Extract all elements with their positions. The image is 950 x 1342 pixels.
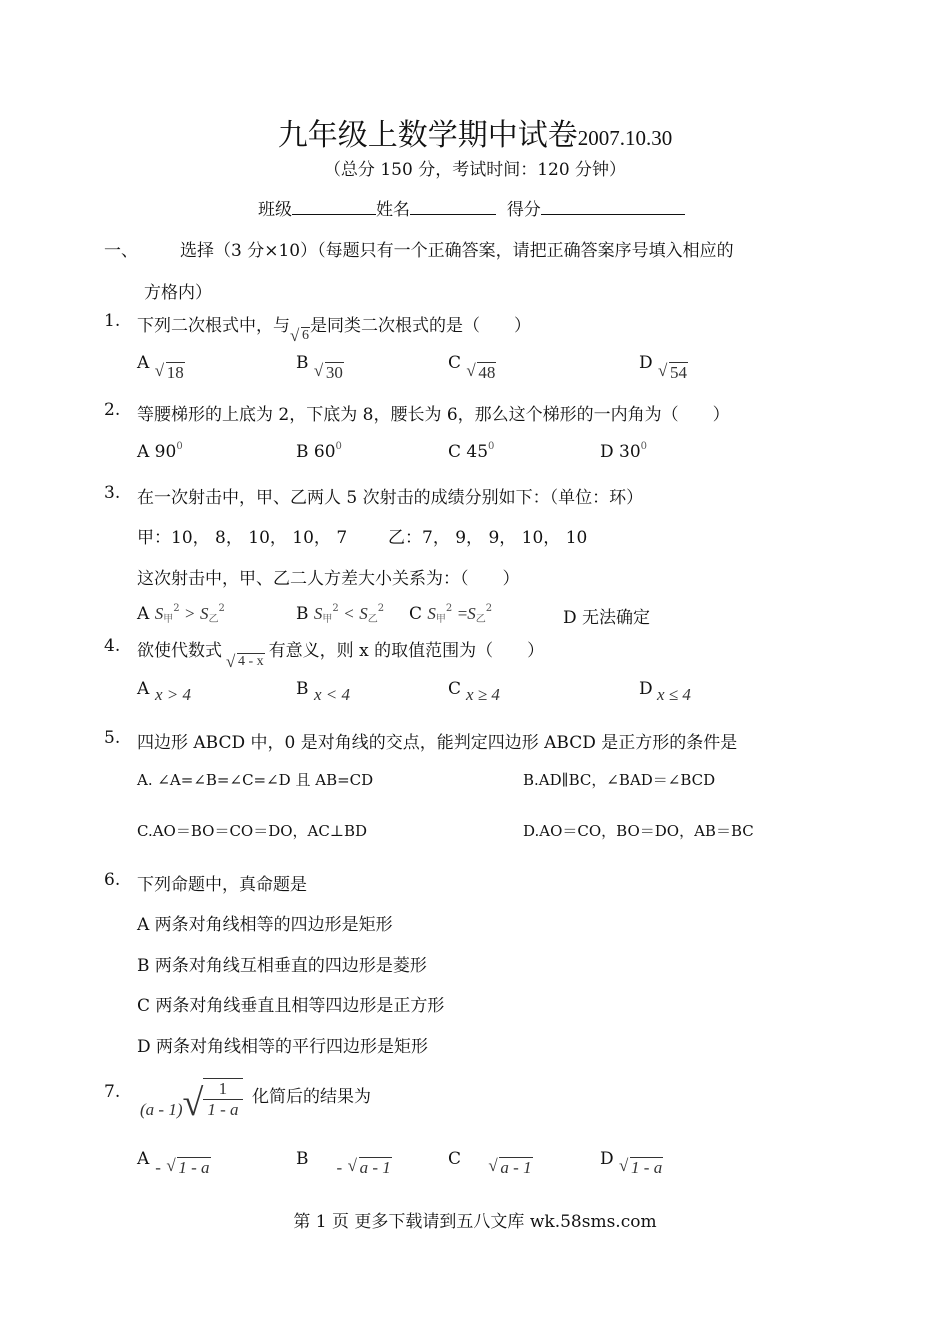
title-text: 九年级上数学期中试卷 — [277, 118, 578, 153]
q7-option-d[interactable]: D √ 1 - a — [600, 1149, 663, 1178]
q7-stem: 化简后的结果为 — [252, 1087, 371, 1107]
section-instructions-cont: 方格内） — [144, 283, 212, 303]
q5-option-b[interactable]: B.AD∥BC，∠BAD＝∠BCD — [523, 771, 716, 789]
q1-option-b[interactable]: B √ 30 — [296, 353, 344, 383]
q4-option-d[interactable]: D x ≤ 4 — [639, 679, 691, 704]
q3-question: 这次射击中，甲、乙二人方差大小关系为：（ ） — [137, 569, 520, 589]
q3-option-b[interactable]: B $S_甲^2 < S_乙^2$ — [296, 603, 385, 625]
q6-option-b[interactable]: B 两条对角线互相垂直的四边形是菱形 — [137, 956, 427, 976]
q1-radical: √ 6 — [290, 328, 310, 344]
q7-expression: (a - 1)√ $\frac{1}{1 - a}$ — [140, 1082, 243, 1132]
score-blank[interactable] — [541, 200, 685, 215]
q2-option-c[interactable]: C $45^0$ — [448, 441, 495, 462]
q2-option-b[interactable]: B $60^0$ — [296, 441, 342, 462]
score-label: 得分 — [506, 200, 541, 220]
name-label: 姓名 — [376, 200, 410, 220]
name-blank[interactable] — [410, 200, 496, 215]
q7-option-a[interactable]: A - √ 1 - a — [137, 1149, 211, 1178]
q3-stem: 在一次射击中，甲、乙两人 5 次射击的成绩分别如下：（单位：环） — [137, 488, 644, 508]
q5-option-a[interactable]: A. ∠A=∠B=∠C=∠D 且 AB=CD — [137, 771, 374, 789]
exam-subtitle: （总分 150 分，考试时间：120 分钟） — [323, 160, 627, 180]
title-date: 2007.10.30 — [577, 126, 673, 150]
q4-option-a[interactable]: A x > 4 — [137, 679, 192, 704]
q5-option-c[interactable]: C.AO＝BO＝CO＝DO，AC⊥BD — [137, 822, 368, 840]
q5-stem: 四边形 ABCD 中，0 是对角线的交点，能判定四边形 ABCD 是正方形的条件是 — [137, 733, 738, 753]
q5-number: 5. — [104, 728, 121, 748]
section-number: 一、 — [104, 241, 138, 261]
q3-option-a[interactable]: A $S_甲^2 > S_乙^2$ — [137, 603, 225, 625]
q2-number: 2. — [104, 400, 121, 420]
q1-option-c[interactable]: C √ 48 — [448, 353, 496, 383]
class-blank[interactable] — [292, 200, 376, 215]
q7-option-c[interactable]: C √ a - 1 — [448, 1149, 533, 1178]
student-info-line — [258, 195, 685, 220]
q4-number: 4. — [104, 636, 121, 656]
q1-stem — [137, 311, 531, 344]
q1-stem-pre: 下列二次根式中，与 — [137, 316, 290, 336]
q1-option-d[interactable]: D √ 54 — [639, 353, 688, 383]
q3-option-c[interactable]: C $S_甲^2 =S_乙^2$ — [409, 603, 493, 625]
q1-stem-post: 是同类二次根式的是（ ） — [310, 316, 531, 336]
q2-stem: 等腰梯形的上底为 2，下底为 8，腰长为 6，那么这个梯形的一内角为（ ） — [137, 405, 730, 425]
q3-number: 3. — [104, 483, 121, 503]
q3-option-d[interactable]: D 无法确定 — [563, 608, 651, 628]
q6-option-c[interactable]: C 两条对角线垂直且相等四边形是正方形 — [137, 996, 445, 1016]
class-label: 班级 — [258, 200, 292, 220]
q7-number: 7. — [104, 1082, 121, 1102]
q2-option-a[interactable]: A $90^0$ — [137, 441, 183, 462]
q3-yi-scores: 乙：7， 9， 9， 10， 10 — [388, 528, 588, 548]
q6-option-a[interactable]: A 两条对角线相等的四边形是矩形 — [137, 915, 393, 935]
q2-option-d[interactable]: D $30^0$ — [600, 441, 648, 462]
q3-jia-scores: 甲：10， 8， 10， 10， 7 — [137, 528, 348, 548]
q5-option-d[interactable]: D.AO＝CO，BO＝DO，AB＝BC — [523, 822, 754, 840]
q1-option-a[interactable]: A √ 18 — [137, 353, 185, 383]
q4-radical: √ 4 - x — [226, 654, 265, 670]
q6-number: 6. — [104, 870, 121, 890]
q4-stem: 欲使代数式√ 4 - x有意义，则 x 的取值范围为（ ） — [137, 636, 544, 670]
section-instructions: 选择（3 分×10）（每题只有一个正确答案，请把正确答案序号填入相应的 — [180, 241, 734, 261]
page-title — [0, 110, 950, 154]
page-footer: 第 1 页 更多下载请到五八文库 wk.58sms.com — [293, 1212, 657, 1232]
q6-option-d[interactable]: D 两条对角线相等的平行四边形是矩形 — [137, 1037, 429, 1057]
q4-option-b[interactable]: B x < 4 — [296, 679, 351, 704]
q6-stem: 下列命题中，真命题是 — [137, 875, 307, 895]
q1-number: 1. — [104, 311, 121, 331]
q7-option-b[interactable]: B - √ a - 1 — [296, 1149, 392, 1178]
q4-option-c[interactable]: C x ≥ 4 — [448, 679, 500, 704]
